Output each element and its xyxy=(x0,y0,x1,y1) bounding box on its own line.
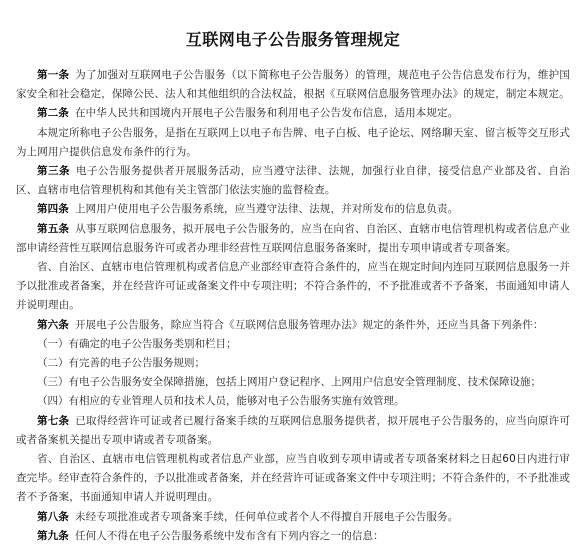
article-number: 第七条 xyxy=(37,414,70,427)
article-paragraph xyxy=(16,162,570,200)
article-number: 第九条 xyxy=(37,529,69,542)
paragraph-text: 省、自治区、直辖市电信管理机构或者信息产业部，应当自收到专项申请或者专项备案材料之日起60日内进行审查完毕。经审查符合条件的，予以批准或者备案，并在经营许可证或备案文件中专项注明；不符合条件的，不予批准或者不予备案，书面通知申请人并说明理由。 xyxy=(16,453,570,504)
article-number: 第三条 xyxy=(37,165,70,178)
article-number: 第二条 xyxy=(37,107,69,120)
article-paragraph xyxy=(16,66,570,104)
article-paragraph xyxy=(16,316,570,335)
paragraph-text: 本规定所称电子公告服务，是指在互联网上以电子布告牌、电子白板、电子论坛、网络聊天室、留言板等交互形式为上网用户提供信息发布条件的行为。 xyxy=(16,126,570,158)
body-paragraph xyxy=(16,124,570,162)
article-text: 电子公告服务提供者开展服务活动，应当遵守法律、法规，加强行业自律，接受信息产业部及省、自治区、直辖市电信管理机构和其他有关主管部门依法实施的监督检查。 xyxy=(16,165,571,197)
article-text: 未经专项批准或者专项备案手续，任何单位或者个人不得擅自开展电子公告服务。 xyxy=(74,510,459,523)
body-paragraph xyxy=(16,450,570,508)
article-paragraph xyxy=(16,527,570,546)
body-paragraph xyxy=(16,258,570,316)
article-paragraph xyxy=(16,220,570,258)
article-paragraph xyxy=(16,412,570,450)
article-text: 从事互联网信息服务，拟开展电子公告服务的，应当在向省、自治区、直辖市电信管理机构或者信息产业部申请经营性互联网信息服务许可或者办理非经营性互联网信息服务备案时，提出专项申请或者专项备案。 xyxy=(16,222,570,254)
article-text: 为了加强对互联网电子公告服务（以下简称电子公告服务）的管理，规范电子公告信息发布行为，维护国家安全和社会稳定，保障公民、法人和其他组织的合法权益，根据《互联网信息服务管理办法》的规定，制定本规定。 xyxy=(16,69,570,101)
list-item: （一）有确定的电子公告服务类别和栏目； xyxy=(37,337,237,350)
document-title: 互联网电子公告服务管理规定 xyxy=(185,30,401,49)
article-number: 第八条 xyxy=(37,510,69,523)
article-number: 第五条 xyxy=(37,222,70,235)
article-text: 上网用户使用电子公告服务系统，应当遵守法律、法规，并对所发布的信息负责。 xyxy=(74,203,459,216)
article-number: 第一条 xyxy=(37,69,70,81)
paragraph-text: 省、自治区、直辖市电信管理机构或者信息产业部经审查符合条件的，应当在规定时间内连同互联网信息服务一并予以批准或者备案，并在经营许可证或备案文件中专项注明；不符合条件的，不予批准或者不予备案，书面通知申请人并说明理由。 xyxy=(16,261,570,312)
list-item: （三）有电子公告服务安全保障措施，包括上网用户登记程序、上网用户信息安全管理制度、技术保障设施； xyxy=(37,376,541,389)
article-text: 已取得经营许可证或者已履行备案手续的互联网信息服务提供者，拟开展电子公告服务的，应当向原许可或者备案机关提出专项申请或者专项备案。 xyxy=(16,414,570,446)
article-text: 在中华人民共和国境内开展电子公告服务和利用电子公告发布信息，适用本规定。 xyxy=(74,107,459,120)
article-text: 任何人不得在电子公告服务系统中发布含有下列内容之一的信息： xyxy=(74,529,384,542)
article-paragraph xyxy=(16,508,570,527)
list-item: （二）有完善的电子公告服务规则； xyxy=(37,357,205,370)
article-number: 第六条 xyxy=(37,318,69,331)
article-number: 第四条 xyxy=(37,203,69,216)
article-paragraph xyxy=(16,200,570,219)
article-paragraph xyxy=(16,104,570,123)
list-item: （四）有相应的专业管理人员和技术人员，能够对电子公告服务实施有效管理。 xyxy=(37,395,405,408)
article-text: 开展电子公告服务，除应当符合《互联网信息服务管理办法》规定的条件外，还应当具备下列条件： xyxy=(74,318,544,331)
